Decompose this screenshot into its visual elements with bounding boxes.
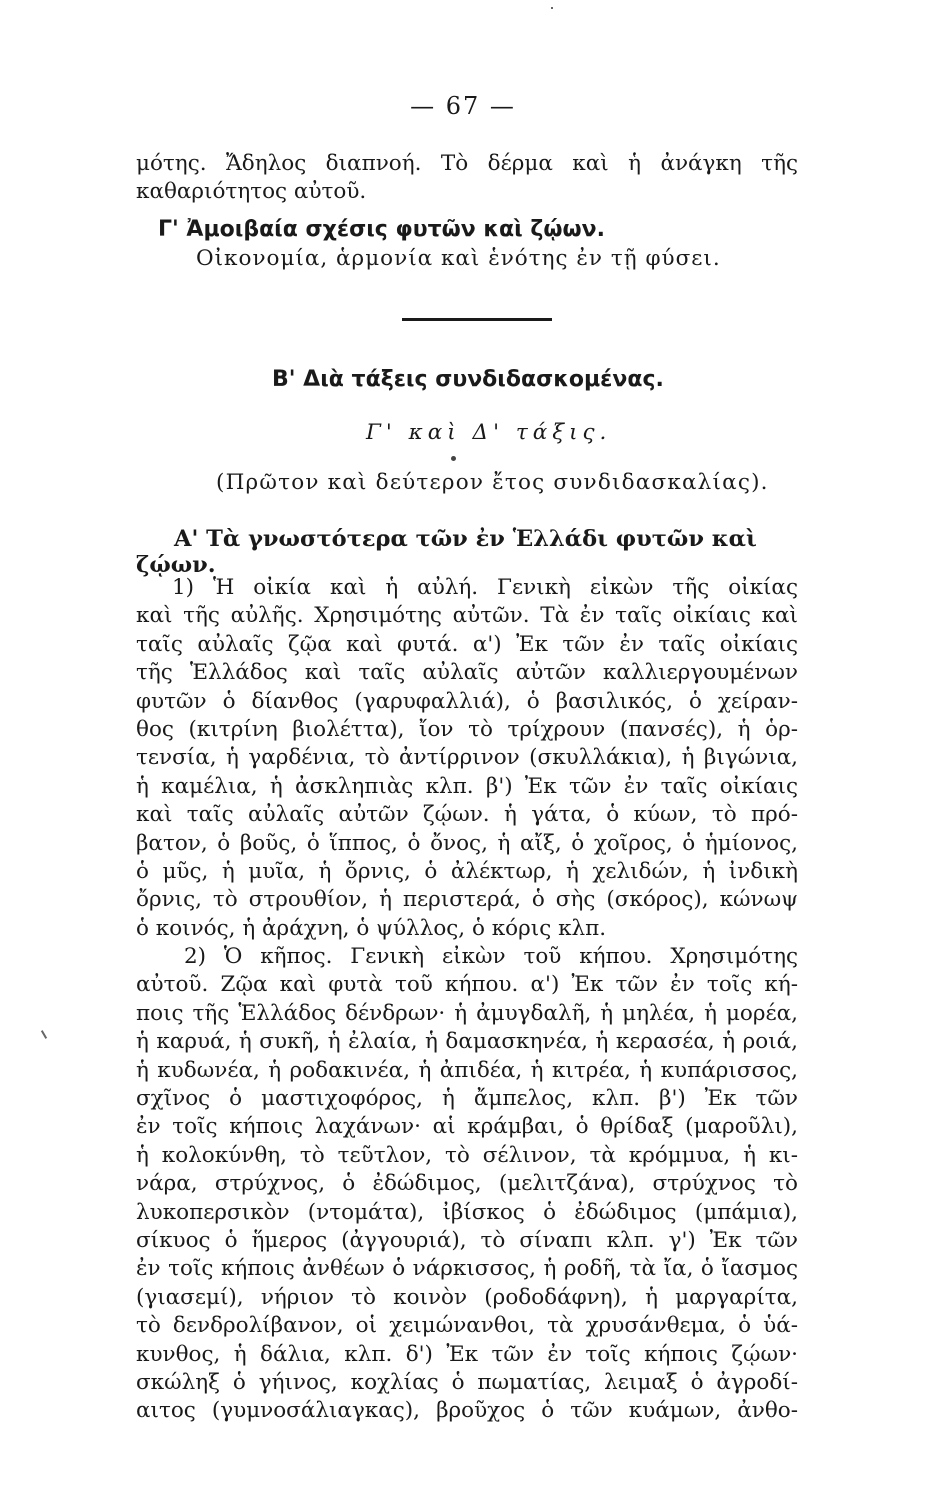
text-line: ἡ κυδωνέα, ἡ ροδακινέα, ἡ ἀπιδέα, ἡ κιτρέα, ἡ κυπάρισσος, — [136, 1057, 798, 1083]
text-line: σκώληξ ὁ γήινος, κοχλίας ὁ πωματίας, λειμαξ ὁ ἀγροδί- — [136, 1369, 798, 1395]
text-line: ἡ καρυά, ἡ συκῆ, ἡ ἐλαία, ἡ δαμασκηνέα, ἡ κερασέα, ἡ ροιά, — [136, 1029, 798, 1055]
body-text — [136, 574, 798, 1426]
ink-dot — [451, 456, 456, 461]
paper-speck — [551, 7, 553, 9]
classes-line: Γ' καὶ Δ' τάξις. — [366, 420, 612, 445]
text-line: ἡ κολοκύνθη, τὸ τεῦτλον, τὸ σέλινον, τὰ κρόμμυα, ἡ κι- — [136, 1142, 798, 1168]
section-g-text: Οἰκονομία, ἁρμονία καὶ ἑνότης ἐν τῇ φύσει. — [196, 246, 721, 271]
top-paragraph — [136, 150, 798, 207]
text-line: καὶ ταῖς αὐλαῖς αὐτῶν ζῴων. ἡ γάτα, ὁ κύων, τὸ πρό- — [136, 802, 798, 828]
section-a-heading-text: Α' Τὰ γνωστότερα τῶν ἐν Ἑλλάδι φυτῶν καὶ — [174, 526, 757, 552]
text-line: ὁ κοινός, ἡ ἀράχνη, ὁ ψύλλος, ὁ κόρις κλπ. — [136, 915, 607, 941]
paper-speck — [41, 1030, 47, 1039]
text-line: νάρα, στρύχνος, ὁ ἐδώδιμος, (μελιτζάνα), στρύχνος τὸ — [136, 1171, 798, 1197]
text-line: ἐν τοῖς κήποις ἀνθέων ὁ νάρκισσος, ἡ ροδῆ, τὰ ἴα, ὁ ἴασμος — [136, 1256, 798, 1282]
text-line: φυτῶν ὁ δίανθος (γαρυφαλλιά), ὁ βασιλικός, ὁ χείραν- — [136, 688, 798, 714]
text-line: ταῖς αὐλαῖς ζῷα καὶ φυτά. α') Ἐκ τῶν ἐν ταῖς οἰκίαις — [136, 631, 798, 657]
text-line: καὶ τῆς αὐλῆς. Χρησιμότης αὐτῶν. Τὰ ἐν ταῖς οἰκίαις καὶ — [136, 603, 798, 629]
text-line: μότης. Ἄδηλος διαπνοή. Τὸ δέρμα καὶ ἡ ἀνάγκη τῆς — [136, 151, 798, 176]
text-line: λυκοπερσικὸν (ντομάτα), ἰβίσκος ὁ ἐδώδιμος (μπάμια), — [136, 1199, 798, 1225]
text-line: αιτος (γυμνοσάλιαγκας), βροῦχος ὁ τῶν κυάμων, ἀνθο- — [136, 1398, 798, 1424]
text-line: σχῖνος ὁ μαστιχοφόρος, ἡ ἄμπελος, κλπ. β') Ἐκ τῶν — [136, 1086, 798, 1112]
text-line: θος (κιτρίνη βιολέττα), ἴον τὸ τρίχρουν (πανσές), ἡ ὁρ- — [136, 716, 798, 742]
page-number: — 67 — — [410, 92, 516, 120]
text-line: (γιασεμί), νήριον τὸ κοινὸν (ροδοδάφνη), ἡ μαργαρίτα, — [136, 1284, 798, 1310]
text-line: ἡ καμέλια, ἡ ἀσκληπιὰς κλπ. β') Ἐκ τῶν ἐν ταῖς οἰκίαις — [136, 773, 798, 799]
text-line: ὄρνις, τὸ στρουθίον, ἡ περιστερά, ὁ σὴς (σκόρος), κώνωψ — [136, 887, 798, 913]
section-divider — [402, 318, 552, 321]
part-b-heading: Β' Διὰ τάξεις συνδιδασκομένας. — [272, 367, 664, 392]
text-line: ὁ μῦς, ἡ μυῖα, ἡ ὄρνις, ὁ ἀλέκτωρ, ἡ χελιδών, ἡ ἰνδικὴ — [136, 858, 798, 884]
text-line: κυνθος, ἡ δάλια, κλπ. δ') Ἐκ τῶν ἐν τοῖς κήποις ζῴων· — [136, 1341, 798, 1367]
section-a-heading-line1 — [174, 526, 757, 552]
section-g-heading: Γ' Ἀμοιβαία σχέσις φυτῶν καὶ ζῴων. — [158, 217, 605, 242]
text-line: ποις τῆς Ἑλλάδος δένδρων· ἡ ἀμυγδαλῆ, ἡ μηλέα, ἡ μορέα, — [136, 1000, 798, 1026]
text-line: βατον, ὁ βοῦς, ὁ ἵππος, ὁ ὄνος, ἡ αἴξ, ὁ χοῖρος, ὁ ἡμίονος, — [136, 830, 798, 856]
text-line: 1) Ἡ οἰκία καὶ ἡ αὐλή. Γενικὴ εἰκὼν τῆς οἰκίας — [172, 575, 798, 600]
text-line: τενσία, ἡ γαρδένια, τὸ ἀντίρρινον (σκυλλάκια), ἡ βιγώνια, — [136, 745, 798, 771]
section-a-heading-line2: ζῴων. — [136, 552, 216, 578]
text-line: τῆς Ἑλλάδος καὶ ταῖς αὐλαῖς αὐτῶν καλλιεργουμένων — [136, 660, 798, 686]
text-line: καθαριότητος αὐτοῦ. — [136, 179, 367, 205]
text-line: ἐν τοῖς κήποις λαχάνων· αἱ κράμβαι, ὁ θρίδαξ (μαροῦλι), — [136, 1114, 798, 1140]
text-line: σίκυος ὁ ἥμερος (ἀγγουριά), τὸ σίναπι κλπ. γ') Ἐκ τῶν — [136, 1227, 798, 1253]
text-line: αὐτοῦ. Ζῷα καὶ φυτὰ τοῦ κήπου. α') Ἐκ τῶν ἐν τοῖς κή- — [136, 972, 798, 998]
text-line: 2) Ὁ κῆπος. Γενικὴ εἰκὼν τοῦ κήπου. Χρησιμότης — [184, 944, 798, 970]
text-line: τὸ δενδρολίβανον, οἱ χειμώνανθοι, τὰ χρυσάνθεμα, ὁ ὑά- — [136, 1313, 798, 1339]
years-line: (Πρῶτον καὶ δεύτερον ἔτος συνδιδασκαλίας). — [216, 470, 769, 495]
